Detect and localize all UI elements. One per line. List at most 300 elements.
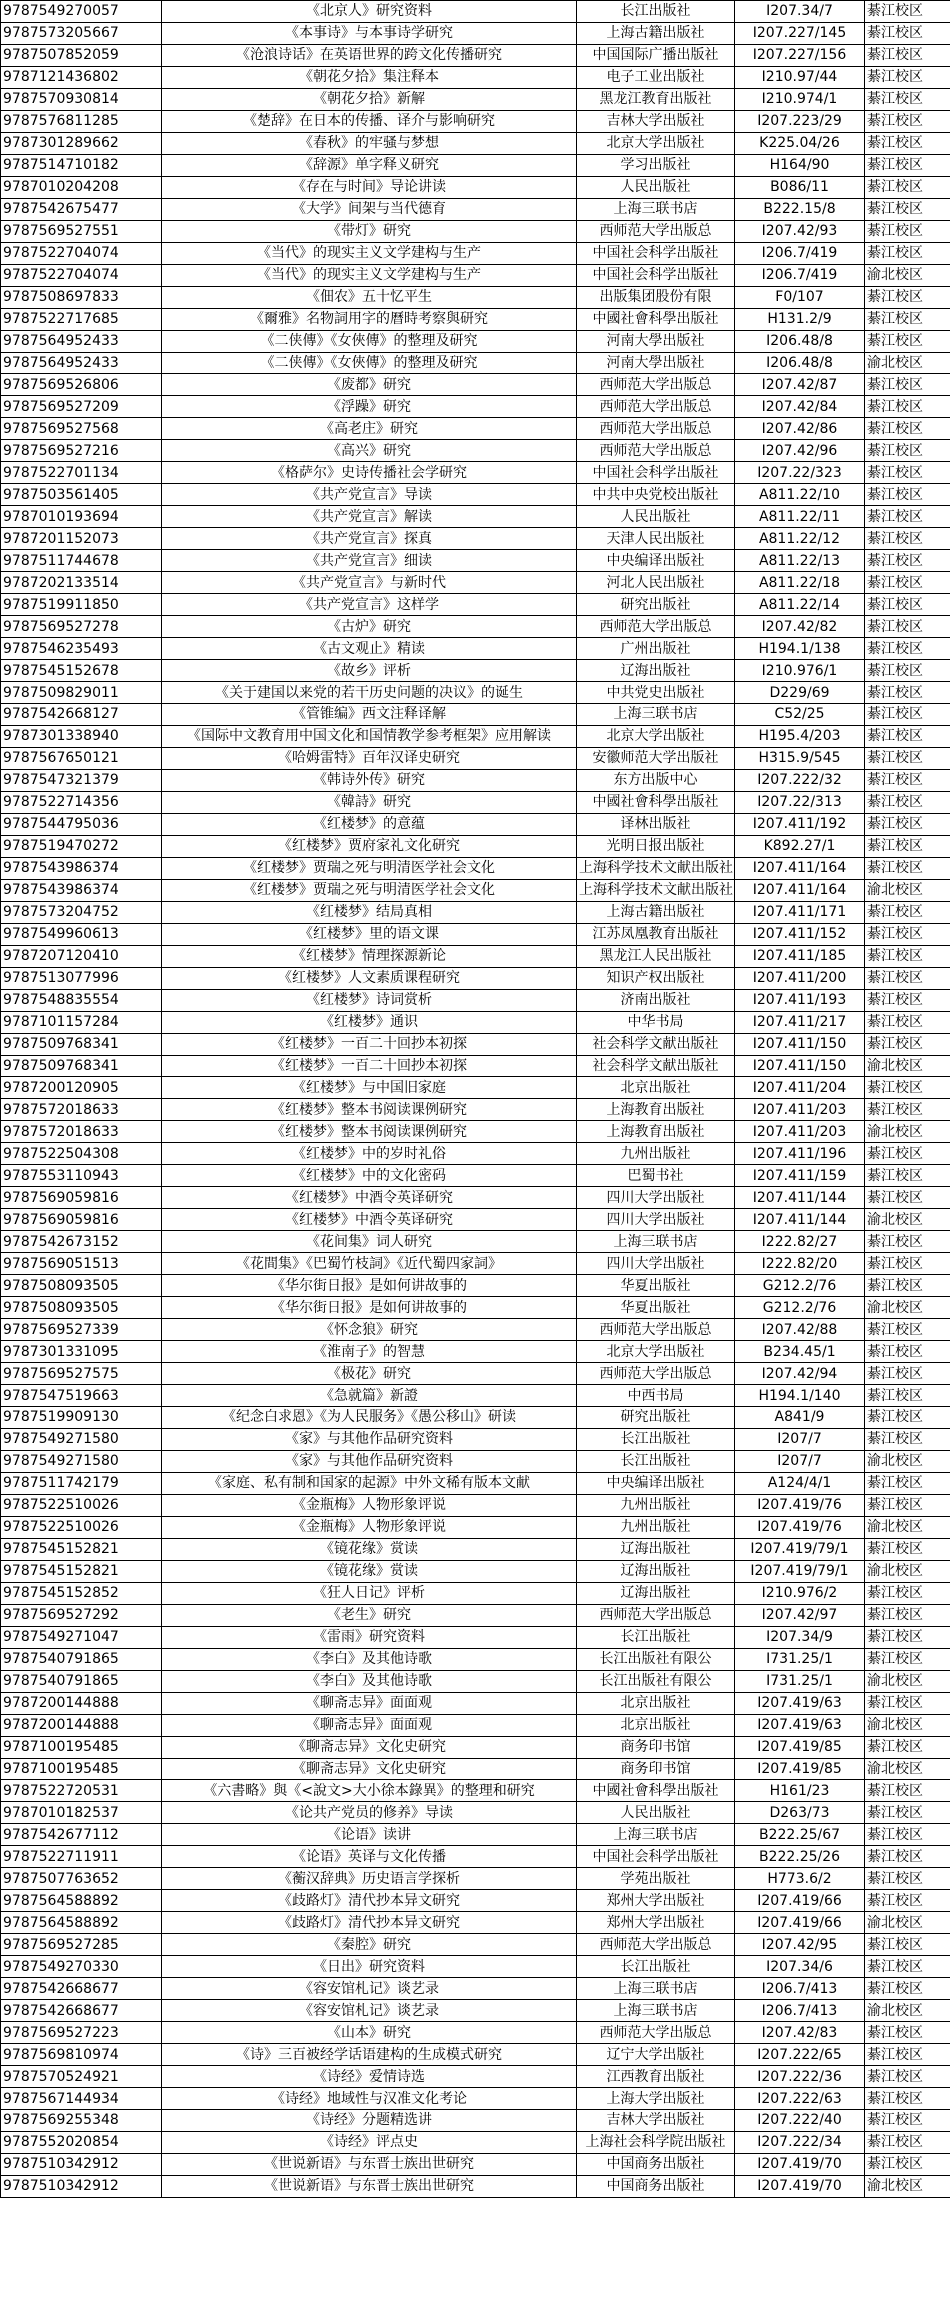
campus-cell: 綦江校区 <box>865 747 950 769</box>
table-row <box>1 1209 950 1231</box>
publisher-cell: 江苏凤凰教育出版社 <box>577 923 735 945</box>
title-cell: 《关于建国以来党的若干历史问题的决议》的诞生 <box>162 682 577 704</box>
isbn-cell: 9787543986374 <box>1 857 162 879</box>
call-number-cell: G212.2/76 <box>735 1275 865 1297</box>
call-number-cell: I207.42/84 <box>735 396 865 418</box>
isbn-cell: 9787508093505 <box>1 1275 162 1297</box>
table-row <box>1 2000 950 2022</box>
title-cell: 《聊斋志异》文化史研究 <box>162 1736 577 1758</box>
campus-cell: 綦江校区 <box>865 704 950 726</box>
publisher-cell: 上海教育出版社 <box>577 1121 735 1143</box>
publisher-cell: 上海三联书店 <box>577 704 735 726</box>
title-cell: 《红楼梦》贾瑞之死与明清医学社会文化 <box>162 879 577 901</box>
call-number-cell: H161/23 <box>735 1780 865 1802</box>
title-cell: 《红楼梦》情理探源新论 <box>162 945 577 967</box>
call-number-cell: I206.48/8 <box>735 352 865 374</box>
title-cell: 《红楼梦》结局真相 <box>162 901 577 923</box>
isbn-cell: 9787564588892 <box>1 1912 162 1934</box>
call-number-cell: I207.411/204 <box>735 1077 865 1099</box>
title-cell: 《红楼梦》中的岁时礼俗 <box>162 1143 577 1165</box>
campus-cell: 綦江校区 <box>865 1582 950 1604</box>
isbn-cell: 9787010182537 <box>1 1802 162 1824</box>
call-number-cell: I207.222/34 <box>735 2131 865 2153</box>
table-row <box>1 813 950 835</box>
call-number-cell: I207.34/6 <box>735 1956 865 1978</box>
isbn-cell: 9787540791865 <box>1 1670 162 1692</box>
publisher-cell: 中國社會科學出版社 <box>577 1780 735 1802</box>
table-row <box>1 1407 950 1429</box>
table-row <box>1 1648 950 1670</box>
publisher-cell: 辽海出版社 <box>577 1560 735 1582</box>
table-row <box>1 638 950 660</box>
campus-cell: 綦江校区 <box>865 1956 950 1978</box>
title-cell: 《红楼梦》里的语文课 <box>162 923 577 945</box>
publisher-cell: 吉林大学出版社 <box>577 2110 735 2132</box>
isbn-cell: 9787572018633 <box>1 1099 162 1121</box>
campus-cell: 渝北校区 <box>865 1055 950 1077</box>
campus-cell: 渝北校区 <box>865 1714 950 1736</box>
title-cell: 《容安馆札记》谈艺录 <box>162 1978 577 2000</box>
isbn-cell: 9787511744678 <box>1 550 162 572</box>
isbn-cell: 9787549270330 <box>1 1956 162 1978</box>
title-cell: 《聊斋志异》面面观 <box>162 1714 577 1736</box>
publisher-cell: 中国社会科学出版社 <box>577 462 735 484</box>
publisher-cell: 天津人民出版社 <box>577 528 735 550</box>
campus-cell: 綦江校区 <box>865 506 950 528</box>
publisher-cell: 中西书局 <box>577 1385 735 1407</box>
isbn-cell: 9787564588892 <box>1 1890 162 1912</box>
isbn-cell: 9787540791865 <box>1 1648 162 1670</box>
isbn-cell: 9787569527575 <box>1 1363 162 1385</box>
publisher-cell: 商务印书馆 <box>577 1736 735 1758</box>
isbn-cell: 9787545152821 <box>1 1560 162 1582</box>
campus-cell: 綦江校区 <box>865 945 950 967</box>
table-row <box>1 1802 950 1824</box>
title-cell: 《古炉》研究 <box>162 616 577 638</box>
title-cell: 《论共产党员的修养》导读 <box>162 1802 577 1824</box>
table-row <box>1 418 950 440</box>
title-cell: 《老生》研究 <box>162 1604 577 1626</box>
table-row <box>1 945 950 967</box>
call-number-cell: C52/25 <box>735 704 865 726</box>
call-number-cell: A811.22/13 <box>735 550 865 572</box>
call-number-cell: B222.25/67 <box>735 1824 865 1846</box>
isbn-cell: 9787510342912 <box>1 2153 162 2175</box>
campus-cell: 綦江校区 <box>865 1341 950 1363</box>
table-row <box>1 1 950 23</box>
call-number-cell: H194.1/140 <box>735 1385 865 1407</box>
table-row <box>1 1978 950 2000</box>
table-row <box>1 1450 950 1472</box>
publisher-cell: 长江出版社 <box>577 1428 735 1450</box>
campus-cell: 綦江校区 <box>865 88 950 110</box>
publisher-cell: 人民出版社 <box>577 1802 735 1824</box>
title-cell: 《辞源》单字释义研究 <box>162 154 577 176</box>
publisher-cell: 长江出版社 <box>577 1956 735 1978</box>
table-row <box>1 1231 950 1253</box>
isbn-cell: 9787200120905 <box>1 1077 162 1099</box>
publisher-cell: 上海科学技术文献出版社 <box>577 857 735 879</box>
publisher-cell: 吉林大学出版社 <box>577 110 735 132</box>
campus-cell: 綦江校区 <box>865 1846 950 1868</box>
table-row <box>1 1055 950 1077</box>
isbn-cell: 9787519470272 <box>1 835 162 857</box>
table-row <box>1 308 950 330</box>
campus-cell: 渝北校区 <box>865 2000 950 2022</box>
isbn-cell: 9787569527278 <box>1 616 162 638</box>
call-number-cell: I207.42/86 <box>735 418 865 440</box>
call-number-cell: I207.419/70 <box>735 2175 865 2197</box>
table-row <box>1 2044 950 2066</box>
call-number-cell: I207.411/200 <box>735 967 865 989</box>
campus-cell: 綦江校区 <box>865 2110 950 2132</box>
title-cell: 《红楼梦》一百二十回抄本初探 <box>162 1055 577 1077</box>
call-number-cell: I207.42/83 <box>735 2022 865 2044</box>
table-row <box>1 1560 950 1582</box>
publisher-cell: 西师范大学出版总 <box>577 396 735 418</box>
title-cell: 《大学》间架与当代德育 <box>162 198 577 220</box>
campus-cell: 綦江校区 <box>865 176 950 198</box>
call-number-cell: F0/107 <box>735 286 865 308</box>
call-number-cell: I207.411/150 <box>735 1033 865 1055</box>
call-number-cell: I207.411/203 <box>735 1121 865 1143</box>
title-cell: 《红楼梦》诗词赏析 <box>162 989 577 1011</box>
table-row <box>1 132 950 154</box>
isbn-cell: 9787569059816 <box>1 1209 162 1231</box>
campus-cell: 渝北校区 <box>865 1670 950 1692</box>
call-number-cell: I207.34/7 <box>735 1 865 23</box>
campus-cell: 綦江校区 <box>865 1978 950 2000</box>
title-cell: 《哈姆雷特》百年汉译史研究 <box>162 747 577 769</box>
isbn-cell: 9787010193694 <box>1 506 162 528</box>
call-number-cell: I207.42/88 <box>735 1319 865 1341</box>
call-number-cell: I210.976/2 <box>735 1582 865 1604</box>
publisher-cell: 四川大学出版社 <box>577 1187 735 1209</box>
call-number-cell: K225.04/26 <box>735 132 865 154</box>
table-row <box>1 176 950 198</box>
call-number-cell: I207.419/70 <box>735 2153 865 2175</box>
call-number-cell: I207.419/63 <box>735 1714 865 1736</box>
isbn-cell: 9787100195485 <box>1 1758 162 1780</box>
campus-cell: 綦江校区 <box>865 901 950 923</box>
publisher-cell: 四川大学出版社 <box>577 1209 735 1231</box>
isbn-cell: 9787301289662 <box>1 132 162 154</box>
campus-cell: 綦江校区 <box>865 2153 950 2175</box>
campus-cell: 綦江校区 <box>865 1890 950 1912</box>
isbn-cell: 9787573205667 <box>1 22 162 44</box>
publisher-cell: 上海科学技术文献出版社 <box>577 879 735 901</box>
call-number-cell: I731.25/1 <box>735 1670 865 1692</box>
title-cell: 《格萨尔》史诗传播社会学研究 <box>162 462 577 484</box>
call-number-cell: I207.42/96 <box>735 440 865 462</box>
call-number-cell: I207.411/192 <box>735 813 865 835</box>
title-cell: 《蘅汉辞典》历史语言学探析 <box>162 1868 577 1890</box>
publisher-cell: 西师范大学出版总 <box>577 220 735 242</box>
campus-cell: 綦江校区 <box>865 616 950 638</box>
isbn-cell: 9787549271047 <box>1 1626 162 1648</box>
isbn-cell: 9787522720531 <box>1 1780 162 1802</box>
isbn-cell: 9787545152852 <box>1 1582 162 1604</box>
publisher-cell: 译林出版社 <box>577 813 735 835</box>
table-row <box>1 835 950 857</box>
call-number-cell: I207.222/65 <box>735 2044 865 2066</box>
title-cell: 《红楼梦》通识 <box>162 1011 577 1033</box>
table-row <box>1 1385 950 1407</box>
publisher-cell: 商务印书馆 <box>577 1758 735 1780</box>
title-cell: 《红楼梦》贾瑞之死与明清医学社会文化 <box>162 857 577 879</box>
publisher-cell: 上海三联书店 <box>577 2000 735 2022</box>
publisher-cell: 东方出版中心 <box>577 769 735 791</box>
publisher-cell: 上海三联书店 <box>577 1231 735 1253</box>
isbn-cell: 9787522701134 <box>1 462 162 484</box>
title-cell: 《红楼梦》中的文化密码 <box>162 1165 577 1187</box>
title-cell: 《红楼梦》整本书阅读课例研究 <box>162 1099 577 1121</box>
campus-cell: 綦江校区 <box>865 1363 950 1385</box>
isbn-cell: 9787569527209 <box>1 396 162 418</box>
title-cell: 《朝花夕拾》新解 <box>162 88 577 110</box>
title-cell: 《容安馆札记》谈艺录 <box>162 2000 577 2022</box>
table-row <box>1 2175 950 2197</box>
campus-cell: 綦江校区 <box>865 725 950 747</box>
isbn-cell: 9787569526806 <box>1 374 162 396</box>
title-cell: 《红楼梦》与中国旧家庭 <box>162 1077 577 1099</box>
publisher-cell: 辽海出版社 <box>577 660 735 682</box>
table-row <box>1 220 950 242</box>
publisher-cell: 中共中央党校出版社 <box>577 484 735 506</box>
table-row <box>1 1428 950 1450</box>
title-cell: 《沧浪诗话》在英语世界的跨文化传播研究 <box>162 44 577 66</box>
isbn-cell: 9787545152821 <box>1 1538 162 1560</box>
publisher-cell: 中国国际广播出版社 <box>577 44 735 66</box>
call-number-cell: G212.2/76 <box>735 1297 865 1319</box>
publisher-cell: 九州出版社 <box>577 1494 735 1516</box>
table-row <box>1 1253 950 1275</box>
publisher-cell: 西师范大学出版总 <box>577 1319 735 1341</box>
table-row <box>1 1472 950 1494</box>
campus-cell: 綦江校区 <box>865 1802 950 1824</box>
isbn-cell: 9787545152678 <box>1 660 162 682</box>
publisher-cell: 中华书局 <box>577 1011 735 1033</box>
campus-cell: 渝北校区 <box>865 2175 950 2197</box>
isbn-cell: 9787522711911 <box>1 1846 162 1868</box>
call-number-cell: B086/11 <box>735 176 865 198</box>
campus-cell: 綦江校区 <box>865 1187 950 1209</box>
publisher-cell: 西师范大学出版总 <box>577 2022 735 2044</box>
isbn-cell: 9787570524921 <box>1 2066 162 2088</box>
publisher-cell: 河南大學出版社 <box>577 352 735 374</box>
publisher-cell: 济南出版社 <box>577 989 735 1011</box>
publisher-cell: 中央编译出版社 <box>577 1472 735 1494</box>
isbn-cell: 9787200144888 <box>1 1714 162 1736</box>
isbn-cell: 9787569527292 <box>1 1604 162 1626</box>
call-number-cell: I207.411/193 <box>735 989 865 1011</box>
table-row <box>1 660 950 682</box>
isbn-cell: 9787507763652 <box>1 1868 162 1890</box>
call-number-cell: B234.45/1 <box>735 1341 865 1363</box>
isbn-cell: 9787549270057 <box>1 1 162 23</box>
table-row <box>1 1780 950 1802</box>
campus-cell: 綦江校区 <box>865 923 950 945</box>
isbn-cell: 9787573204752 <box>1 901 162 923</box>
publisher-cell: 中國社會科學出版社 <box>577 791 735 813</box>
table-row <box>1 1099 950 1121</box>
publisher-cell: 西师范大学出版总 <box>577 440 735 462</box>
isbn-cell: 9787569527551 <box>1 220 162 242</box>
title-cell: 《镜花缘》赏读 <box>162 1560 577 1582</box>
table-row <box>1 286 950 308</box>
isbn-cell: 9787572018633 <box>1 1121 162 1143</box>
call-number-cell: I210.97/44 <box>735 66 865 88</box>
isbn-cell: 9787522704074 <box>1 264 162 286</box>
isbn-cell: 9787569527339 <box>1 1319 162 1341</box>
table-row <box>1 2110 950 2132</box>
campus-cell: 綦江校区 <box>865 967 950 989</box>
publisher-cell: 西师范大学出版总 <box>577 418 735 440</box>
publisher-cell: 九州出版社 <box>577 1143 735 1165</box>
isbn-cell: 9787542668127 <box>1 704 162 726</box>
campus-cell: 渝北校区 <box>865 1450 950 1472</box>
isbn-cell: 9787548835554 <box>1 989 162 1011</box>
isbn-cell: 9787549960613 <box>1 923 162 945</box>
publisher-cell: 人民出版社 <box>577 176 735 198</box>
table-row <box>1 682 950 704</box>
title-cell: 《家庭、私有制和国家的起源》中外文稀有版本文献 <box>162 1472 577 1494</box>
title-cell: 《春秋》的牢骚与梦想 <box>162 132 577 154</box>
campus-cell: 綦江校区 <box>865 813 950 835</box>
table-row <box>1 2088 950 2110</box>
publisher-cell: 北京出版社 <box>577 1692 735 1714</box>
call-number-cell: H315.9/545 <box>735 747 865 769</box>
isbn-cell: 9787569810974 <box>1 2044 162 2066</box>
publisher-cell: 中国社会科学出版社 <box>577 264 735 286</box>
table-row <box>1 1033 950 1055</box>
campus-cell: 渝北校区 <box>865 1121 950 1143</box>
campus-cell: 綦江校区 <box>865 1099 950 1121</box>
campus-cell: 綦江校区 <box>865 572 950 594</box>
call-number-cell: I207.34/9 <box>735 1626 865 1648</box>
title-cell: 《共产党宣言》与新时代 <box>162 572 577 594</box>
call-number-cell: I207.42/94 <box>735 1363 865 1385</box>
title-cell: 《金瓶梅》人物形象评说 <box>162 1494 577 1516</box>
publisher-cell: 四川大学出版社 <box>577 1253 735 1275</box>
publisher-cell: 社会科学文献出版社 <box>577 1055 735 1077</box>
title-cell: 《红楼梦》的意蕴 <box>162 813 577 835</box>
publisher-cell: 河南大學出版社 <box>577 330 735 352</box>
publisher-cell: 中央编译出版社 <box>577 550 735 572</box>
campus-cell: 綦江校区 <box>865 1868 950 1890</box>
campus-cell: 綦江校区 <box>865 396 950 418</box>
isbn-cell: 9787511742179 <box>1 1472 162 1494</box>
call-number-cell: I210.976/1 <box>735 660 865 682</box>
call-number-cell: I207.42/93 <box>735 220 865 242</box>
isbn-cell: 9787569255348 <box>1 2110 162 2132</box>
call-number-cell: I207.222/36 <box>735 2066 865 2088</box>
title-cell: 《红楼梦》一百二十回抄本初探 <box>162 1033 577 1055</box>
publisher-cell: 上海社会科学院出版社 <box>577 2131 735 2153</box>
campus-cell: 渝北校区 <box>865 1209 950 1231</box>
publisher-cell: 北京大学出版社 <box>577 1341 735 1363</box>
publisher-cell: 西师范大学出版总 <box>577 1363 735 1385</box>
publisher-cell: 研究出版社 <box>577 1407 735 1429</box>
table-row <box>1 154 950 176</box>
isbn-cell: 9787567144934 <box>1 2088 162 2110</box>
call-number-cell: I207.22/323 <box>735 462 865 484</box>
call-number-cell: A811.22/14 <box>735 594 865 616</box>
title-cell: 《镜花缘》赏读 <box>162 1538 577 1560</box>
publisher-cell: 学习出版社 <box>577 154 735 176</box>
campus-cell: 綦江校区 <box>865 1319 950 1341</box>
table-row <box>1 1077 950 1099</box>
isbn-cell: 9787542675477 <box>1 198 162 220</box>
campus-cell: 綦江校区 <box>865 791 950 813</box>
isbn-cell: 9787100195485 <box>1 1736 162 1758</box>
title-cell: 《怀念狼》研究 <box>162 1319 577 1341</box>
isbn-cell: 9787570930814 <box>1 88 162 110</box>
campus-cell: 綦江校区 <box>865 110 950 132</box>
title-cell: 《世说新语》与东晋士族出世研究 <box>162 2175 577 2197</box>
call-number-cell: I207.222/32 <box>735 769 865 791</box>
call-number-cell: I207/7 <box>735 1428 865 1450</box>
publisher-cell: 西师范大学出版总 <box>577 374 735 396</box>
isbn-cell: 9787553110943 <box>1 1165 162 1187</box>
title-cell: 《华尔街日报》是如何讲故事的 <box>162 1275 577 1297</box>
call-number-cell: B222.15/8 <box>735 198 865 220</box>
campus-cell: 綦江校区 <box>865 22 950 44</box>
title-cell: 《李白》及其他诗歌 <box>162 1670 577 1692</box>
table-row <box>1 572 950 594</box>
publisher-cell: 学苑出版社 <box>577 1868 735 1890</box>
publisher-cell: 黑龙江教育出版社 <box>577 88 735 110</box>
publisher-cell: 西师范大学出版总 <box>577 1934 735 1956</box>
campus-cell: 綦江校区 <box>865 1824 950 1846</box>
title-cell: 《故乡》评析 <box>162 660 577 682</box>
table-row <box>1 1846 950 1868</box>
table-row <box>1 110 950 132</box>
call-number-cell: I207.411/171 <box>735 901 865 923</box>
publisher-cell: 出版集团股份有限 <box>577 286 735 308</box>
campus-cell: 綦江校区 <box>865 2044 950 2066</box>
isbn-cell: 9787569527568 <box>1 418 162 440</box>
table-row <box>1 352 950 374</box>
table-row <box>1 2066 950 2088</box>
isbn-cell: 9787542668677 <box>1 2000 162 2022</box>
publisher-cell: 河北人民出版社 <box>577 572 735 594</box>
title-cell: 《歧路灯》清代抄本异文研究 <box>162 1890 577 1912</box>
isbn-cell: 9787503561405 <box>1 484 162 506</box>
publisher-cell: 北京大学出版社 <box>577 725 735 747</box>
title-cell: 《共产党宣言》细读 <box>162 550 577 572</box>
call-number-cell: I207.419/66 <box>735 1912 865 1934</box>
call-number-cell: I207.411/152 <box>735 923 865 945</box>
call-number-cell: I207.419/76 <box>735 1494 865 1516</box>
call-number-cell: I207.411/159 <box>735 1165 865 1187</box>
isbn-cell: 9787509829011 <box>1 682 162 704</box>
campus-cell: 綦江校区 <box>865 1275 950 1297</box>
call-number-cell: D263/73 <box>735 1802 865 1824</box>
publisher-cell: 郑州大学出版社 <box>577 1912 735 1934</box>
publisher-cell: 上海三联书店 <box>577 198 735 220</box>
call-number-cell: A811.22/11 <box>735 506 865 528</box>
call-number-cell: K892.27/1 <box>735 835 865 857</box>
isbn-cell: 9787513077996 <box>1 967 162 989</box>
campus-cell: 渝北校区 <box>865 264 950 286</box>
publisher-cell: 上海教育出版社 <box>577 1099 735 1121</box>
table-row <box>1 1516 950 1538</box>
table-row <box>1 1604 950 1626</box>
table-row <box>1 22 950 44</box>
table-row <box>1 1626 950 1648</box>
call-number-cell: H194.1/138 <box>735 638 865 660</box>
